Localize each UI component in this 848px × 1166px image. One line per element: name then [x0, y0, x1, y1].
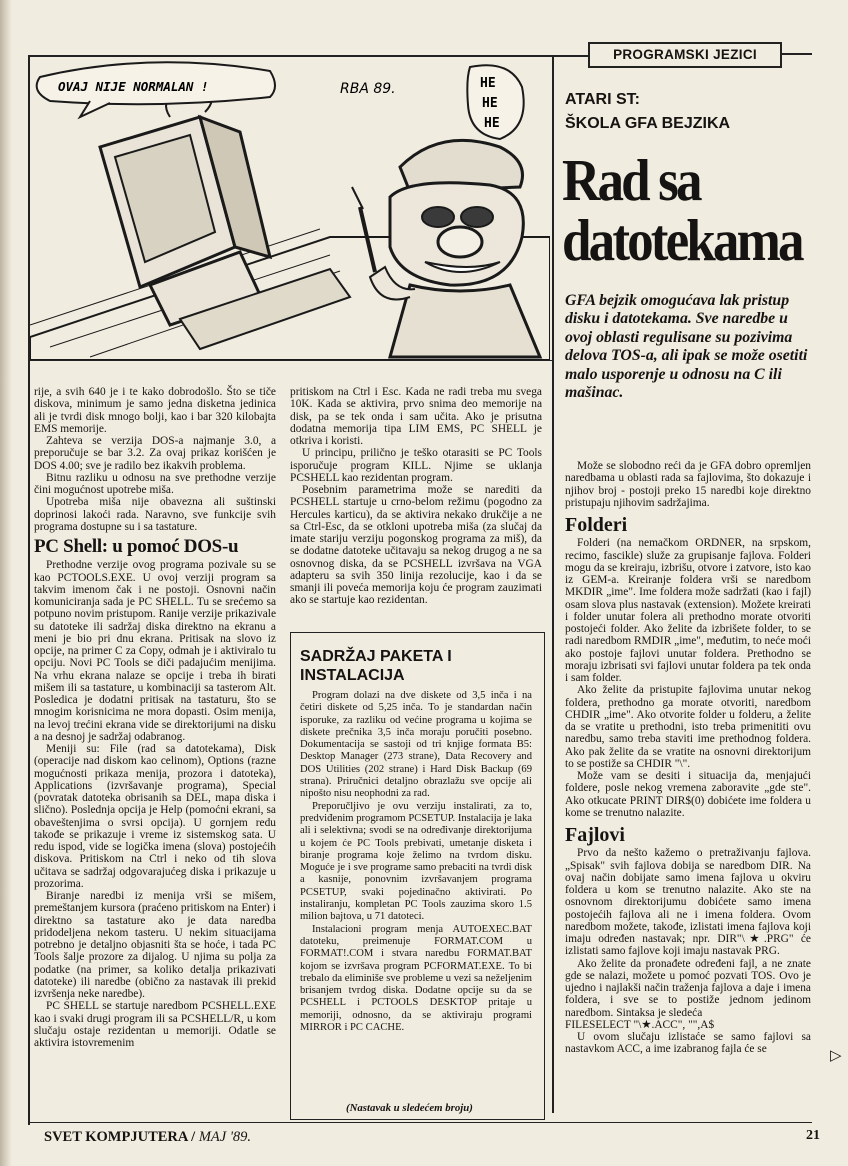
paragraph: Može vam se desiti i situacija da, menjajući foldere, posle nekog vremena zaboravite „gde ste". Ako otkucate PRINT DIR$(0) dobićete ime foldera u kome se trenutno nalazite.: [565, 770, 811, 819]
paragraph: Zahteva se verzija DOS-a najmanje 3.0, a preporučuje se bar 3.2. Za ovaj prikaz korišćen je DOS 4.00; sve je radilo bez ikakvih problema.: [34, 435, 276, 472]
paragraph: U ovom slučaju izlistaće se samo fajlovi sa nastavkom ACC, a ime izabranog fajla će se: [565, 1031, 811, 1056]
page-number: 21: [806, 1128, 820, 1143]
paragraph: Preporučljivo je ovu verziju instalirati, za to, predviđenim programom PCSETUP. Instalacija je laka ali i selektivna; svodi se na određivanje direktorijuma u kojem će PC Tools prebivati, umetanje disketa i biranje programa koje želimo na tvrdom disku. Moguće je i sve programe samo prebaciti na tvrdi disk a kasnije, ponovnim izvršavanjem programa PCSETUP, svaki pojedinačno aktivirati. Po instaliranju, kompletan PC Tools zauzima skoro 1.5 milion bajtova, u 71 datoteci.: [300, 800, 532, 923]
footer-rule: [28, 1122, 812, 1123]
column-right: [565, 460, 811, 1056]
paragraph: pritiskom na Ctrl i Esc. Kada ne radi treba mu svega 10K. Kada se aktivira, prvo snima deo memorije na disk, pa se tek onda i sam učita. Ako je prisutna dodatna memorija tipa LIM EMS, PC SHELL je otkriva i koristi.: [290, 386, 542, 447]
column-left: [34, 386, 276, 1049]
article-kicker: [565, 88, 805, 136]
page-spine-shadow: [0, 0, 12, 1166]
paragraph: Meniji su: File (rad sa datotekama), Disk (operacije nad diskom kao celinom), Options (razne mogućnosti prikaza menija, prozora i datoteka), Applications (izvršavanje programa), Special (povratak datoteka obrisanih sa DEL, mapa diska i slično). Poslednja opcija je Help (pomoćni ekrani, sa obaveštenjima o svrsi opcija). U gornjem redu takođe se prikazuje i vreme iz sistemskog sata. U redu ispod, vide se logička imena (slova) postojećih diskova. Pritiskom na Ctrl i neko od tih slova učitava se sadržaj odgovarajućeg diska i prikazuje u prozorima.: [34, 743, 276, 890]
paragraph: PC SHELL se startuje naredbom PCSHELL.EXE kao i svaki drugi program ili sa PCSHELL/R, u kom slučaju ostaje rezidentan u memoriji. Odatle se aktivira istovremenim: [34, 1000, 276, 1049]
paragraph: Posebnim parametrima može se narediti da PCSHELL startuje u crno-belom režimu (pogodno za Hercules karticu), da se aktivira nekako drukčije a ne sa Ctrl-Esc, da se otkloni upotreba miša (za slučaj da imate stariju verziju pogonskog programa za miš), da se dodatne datoteke učitavaju sa nekog drugog a ne sa osnovnog diska, da se PCSHELL izvršava na VGA adapteru sa svih 350 linija rezolucije, kao i da se smanji ili poveća memorija koju će program zauzimati ako se startuje kao rezidentan.: [290, 484, 542, 607]
cartoon-bottom-rule: [28, 360, 552, 361]
next-page-arrow-icon: ▷: [830, 1048, 842, 1064]
character-nose: [438, 227, 482, 257]
sidebar-title-line-1: SADRŽAJ PAKETA I: [300, 648, 452, 665]
artist-signature: RBA 89.: [340, 81, 396, 97]
paragraph: Bitnu razliku u odnosu na sve prethodne verzije čini mogućnost upotrebe miša.: [34, 471, 276, 496]
continued-note: (Nastavak u sledećem broju): [346, 1102, 473, 1114]
paragraph: Program dolazi na dve diskete od 3,5 inča i na četiri diskete od 5,25 inča. To je standardan način isporuke, za razliku od većine programa u kojima se diskete prečnika 3,5 inča moraju poručiti posebno. Dokumentacija se sastoji od tri knjige formata B5: Desktop Manager (273 strane), Data Recovery and DOS Utilities (202 strane) i Hard Disk Backup (69 strana). Priručnici detaljno obrazlažu sve opcije ali nipošto nisu neophodni za rad.: [300, 690, 532, 800]
headline-line-2: datotekama: [562, 207, 802, 273]
cartoon-illustration: [30, 57, 550, 360]
article-headline: [562, 147, 802, 273]
sidebar-body: [300, 690, 532, 1034]
article-deck: GFA bejzik omogućava lak pristup disku i datotekama. Sve naredbe u ovoj oblasti regulisane su pozivima delova TOS-a, ali ipak se može osetiti malo usporenje u odnosu na C ili mašinac.: [565, 292, 808, 402]
code-line: FILESELECT "\★.ACC", "",A$: [565, 1018, 715, 1031]
paragraph: Prvo da nešto kažemo o pretraživanju fajlova. „Spisak" svih fajlova dobija se naredbom DIR. Na ovaj način dobijate samo imena fajlova u okviru foldera u kom se trenutno nalazite. Ako ste na osnovnom direktorijumu dobićete samo imena postojećih fajlova ali ne i imena foldera. Ovom naredbom možete, takođe, izlistati imena fajlova koji imaju određen nastavak; npr. DIR"\★.PRG" će izlistati samo fajlove koji imaju nastavak PRG.: [565, 847, 811, 958]
character-glasses-left: [422, 207, 454, 227]
paragraph: Instalacioni program menja AUTOEXEC.BAT datoteku, preimenuje FORMAT.COM u FORMAT!.COM i stvara naredbu FORMAT.BAT kojom se izvršava program PCFORMAT.EXE. To bi trebalo da eliminiše sve probleme u vezi sa neželjenim brisanjem tvrdog diska. Dodatne opcije su da se PCSHELL i PCTOOLS DESKTOP pritaje u memoriji, odnosno, da se aktiviraju programi MIRROR i PC CACHE.: [300, 923, 532, 1034]
magazine-name: SVET KOMPJUTERA /: [44, 1129, 196, 1145]
paragraph: Upotreba miša nije obavezna ali suštinski doprinosi lakoći rada. Naravno, sve funkcije svih programa dostupne su i sa tastature.: [34, 496, 276, 533]
subheading-folderi: Folderi: [565, 514, 628, 536]
character-body: [390, 285, 540, 357]
paragraph: rije, a svih 640 je i te kako dobrodošlo. Što se tiče diskova, minimum je samo jedna disketna jedinica ali je tvrdi disk mnogo bolji, kao i bar 320 kilobajta EMS memorije.: [34, 386, 276, 435]
balloon-text-right-1: HE: [480, 76, 496, 91]
footer-magazine: [44, 1129, 251, 1146]
paragraph: Ako želite da pronađete određeni fajl, a ne znate gde se nalazi, možete u pomoć pozvati TOS. Ovo je ujedno i najlakši način traženja fajlova a daje i imena foldera, i sve se to postiže jednom jedinom naredbom. Sintaksa je sledeća: [565, 957, 811, 1019]
headline-line-1: Rad sa: [562, 147, 700, 213]
paragraph: Ako želite da pristupite fajlovima unutar nekog foldera, prethodno ga morate otvoriti, naredbom CHDIR „ime". Ako otvorite folder u folderu, a želite da se vratite u prethodni, isto treba primenititi ovu naredbu, samo treba staviti ime prethodnog foldera. Ako pak želite da se vratite na osnovni direktorijum to se postiže sa CHDIR "\".: [565, 684, 811, 770]
column-divider: [552, 55, 554, 1113]
balloon-text-right-3: HE: [484, 116, 500, 131]
paragraph: Prethodne verzije ovog programa pozivale su se kao PCTOOLS.EXE. U ovoj verziji program sa takvim imenom čak i ne postoji. Osnovni način komuniciranja sada je PC SHELL. Tu se srećemo sa potpuno novim pristupom. Ranije verzije prikazivale su datoteke ili sadržaj diska direktno na ekranu a meni je bio pri dnu ekrana. Pritisak na slovo iz opcije, na primer C za Copy, odmah je i aktiviralo tu opciju. Novi PC Tools se diči padajućim menijima. Na vrhu ekrana nalaze se opcije i treba ih birati mišem ili sa tastature, u kombinaciji sa tasterom Alt. Posledica je dodatni pritisak na tastaturu, što se mnogim korisnicima ne mora dopasti. Osim menija, na levoj trećini ekrana vide se direktorijumi na disku a na desnoj je sadržaj odabranog.: [34, 559, 276, 743]
screwdriver-icon: [360, 207, 375, 272]
sidebar-title: [300, 647, 530, 685]
section-tag: PROGRAMSKI JEZICI: [588, 42, 782, 68]
kicker-line-1: ATARI ST:: [565, 91, 640, 108]
kicker-line-2: ŠKOLA GFA BEJZIKA: [565, 115, 731, 132]
paragraph: Folderi (na nemačkom ORDNER, na srpskom, recimo, fascikle) služe za grupisanje fajlova. Folderi mogu da se kreiraju, izbrišu, otvore i zatvore, isto kao iz GEM-a. Kreiranje foldera vrši se naredbom MKDIR „ime". Ime foldera može sadržati (kao i fajl) osam slova plus nastavak (extension). Možete kreirati i folder unutar folera ali prethodno morate otvoriti postojeći folder. Ako želite da izbrišete folder, to se radi naredbom RMDIR „ime", međutim, to neće moći ako postoje fajlovi unutar foldera. Prethodno se moraju izbrisati svi fajlovi unutar foldera pa tek onda i sam folder.: [565, 537, 812, 684]
screwdriver-tip: [352, 187, 363, 209]
sidebar-title-line-2: INSTALACIJA: [300, 667, 405, 684]
subheading-pc-shell: PC Shell: u pomoć DOS-u: [34, 536, 239, 557]
paragraph: U principu, prilično je teško otarasiti se PC Tools isporučuje program KILL. Njime se uklanja PCSHELL kao rezidentan program.: [290, 447, 542, 484]
character-glasses-right: [461, 207, 493, 227]
column-middle: [290, 386, 542, 607]
balloon-text-left: OVAJ NIJE NORMALAN !: [58, 79, 209, 94]
issue-date: MAJ '89.: [198, 1129, 252, 1145]
top-rule-right: [780, 53, 812, 55]
paragraph: Može se slobodno reći da je GFA dobro opremljen naredbama u oblasti rada sa fajlovima, što dokazuje i njihov broj - postoji preko 15 naredbi koje direktno pristupaju njihovim sadržajima.: [565, 460, 811, 509]
paragraph: Biranje naredbi iz menija vrši se mišem, premeštanjem kursora (praćeno pritiskom na Enter) i direktno sa tastature ako je data naredba pridodeljena nekom tasteru. U nekim situacijama potrebno je detaljno objasniti šta se hoće, i tada PC Tools šalje prozore za dijalog. U njima su polja za podatke (na primer, sa koliko detalja prikazivati datoteke) ili naredbe (obično za nastavak ili prekid izvršenja neke naredbe).: [34, 890, 276, 1000]
subheading-fajlovi: Fajlovi: [565, 824, 625, 846]
balloon-text-right-2: HE: [482, 96, 498, 111]
